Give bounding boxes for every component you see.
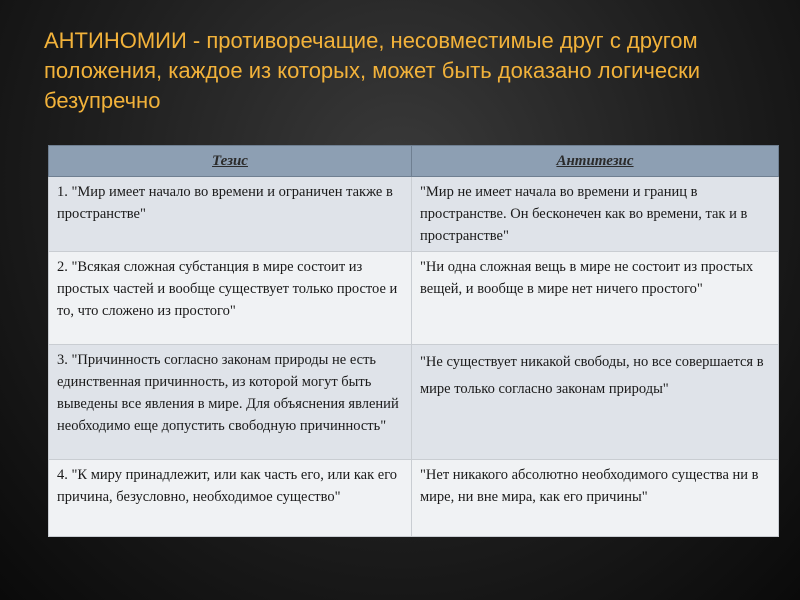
thesis-cell: 2. "Всякая сложная субстанция в мире состоит из простых частей и вообще существует только простое и то, что сложено из простого" [49,252,412,345]
page-title: АНТИНОМИИ - противоречащие, несовместимые друг с другом положения, каждое из которых, может быть доказано логически безупречно [44,28,701,113]
antithesis-cell: "Нет никакого абсолютно необходимого существа ни в мире, ни вне мира, как его причины" [412,460,779,537]
thesis-cell: 3. "Причинность согласно законам природы не есть единственная причинность, из которой могут быть выведены все явления в мире. Для объяснения явлений необходимо еще допустить свободную причинность" [49,345,412,460]
table-header-row [49,146,779,177]
table-row [49,252,779,345]
antithesis-cell: "Ни одна сложная вещь в мире не состоит из простых вещей, и вообще в мире нет ничего простого" [412,252,779,345]
table-row [49,177,779,252]
table-row [49,345,779,460]
antinomies-table [48,145,779,537]
header-thesis: Тезис [49,146,412,177]
header-antithesis: Антитезис [412,146,779,177]
table-row [49,460,779,537]
antithesis-cell: "Мир не имеет начала во времени и границ в пространстве. Он бесконечен как во времени, так и в пространстве" [412,177,779,252]
antithesis-cell: "Не существует никакой свободы, но все совершается в мире только согласно законам природы" [412,345,779,460]
thesis-cell: 4. "К миру принадлежит, или как часть его, или как его причина, безусловно, необходимое существо" [49,460,412,537]
thesis-cell: 1. "Мир имеет начало во времени и ограничен также в пространстве" [49,177,412,252]
